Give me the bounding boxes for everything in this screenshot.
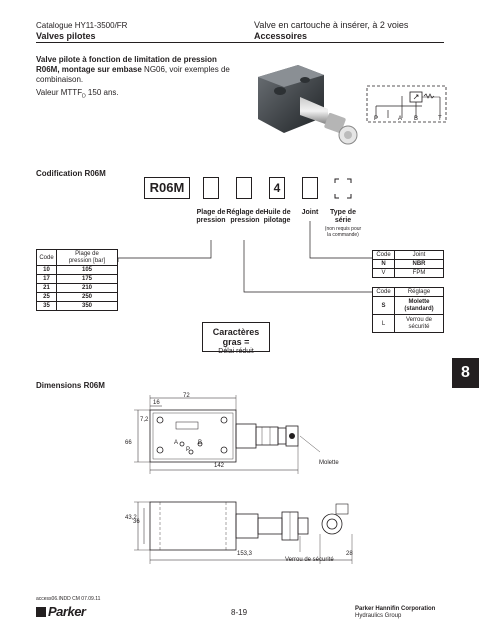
pressure-table-header-code: Code [37, 250, 57, 266]
table-cell: 175 [57, 275, 118, 284]
top-view-drawing [0, 390, 479, 480]
page-number: 8-19 [231, 608, 248, 617]
table-cell: 25 [37, 293, 57, 302]
table-cell: L [373, 315, 395, 333]
adjust-table-header-code: Code [373, 288, 395, 297]
group-name: Hydraulics Group [355, 613, 402, 619]
dim-16: 16 [153, 400, 160, 406]
table-cell: V [373, 269, 395, 278]
code-box-pilot-oil: 4 [269, 177, 285, 199]
table-cell: 250 [57, 293, 118, 302]
page-heading: Valve en cartouche à insérer, à 2 voies [254, 20, 409, 30]
seal-table-header-code: Code [373, 251, 395, 260]
section-title: Valves pilotes [36, 31, 96, 41]
dim-43-2: 43,2 [125, 515, 137, 521]
table-cell: FPM [395, 269, 444, 278]
dim-36: 36 [133, 519, 140, 525]
table-cell: Verrou de sécurité [395, 315, 444, 333]
table-cell: 105 [57, 266, 118, 275]
company-name: Parker Hannifin Corporation [355, 606, 436, 612]
document-reference: access06.INDD CM 07.09.11 [36, 596, 101, 602]
dim-72: 72 [183, 393, 190, 399]
section-tab: 8 [452, 358, 479, 388]
table-cell: S [373, 297, 395, 315]
port-p-label: P [186, 447, 191, 453]
intro-line-2: R06M, montage sur embase NG06, voir exemples de [36, 65, 230, 74]
bold-note-subtitle: Délai réduit [218, 348, 254, 355]
parker-logo-mark [36, 607, 46, 617]
col-label-pilot-oil: Huile de pilotage [263, 209, 291, 224]
port-a-label: A [174, 440, 179, 446]
label-molette: Molette [319, 460, 339, 466]
intro-line-3: combinaison. [36, 75, 84, 84]
intro-line-1: Valve pilote à fonction de limitation de pression [36, 55, 217, 64]
table-cell: Molette (standard) [395, 297, 444, 315]
dim-28: 28 [346, 551, 353, 557]
seal-table-header-seal: Joint [395, 251, 444, 260]
table-cell: 17 [37, 275, 57, 284]
table-cell: NBR [395, 260, 444, 269]
seal-table [372, 250, 444, 278]
bold-note-title: Caractères gras = [212, 327, 260, 347]
parker-logo: Parker [36, 604, 85, 619]
table-cell: 21 [37, 284, 57, 293]
col-label-seal: Joint [301, 209, 319, 216]
port-b-label: B [198, 440, 203, 446]
port-label-b: B [414, 116, 419, 122]
adjust-table-header-adjust: Réglage [395, 288, 444, 297]
model-code-box: R06M [144, 177, 190, 199]
table-cell: 350 [57, 302, 118, 311]
col-label-series: Type de série [330, 209, 356, 224]
codification-title: Codification R06M [36, 169, 106, 178]
page-subheading: Accessoires [254, 31, 308, 41]
port-label-p: P [374, 116, 379, 122]
bold-note-box [202, 322, 270, 355]
pressure-table-header-range: Plage de pression [bar] [57, 250, 118, 266]
table-cell: N [373, 260, 395, 269]
dim-66: 66 [125, 440, 132, 446]
mttf-value: Valeur $MTTF_D$ 150 ans. [36, 88, 119, 100]
table-cell: 210 [57, 284, 118, 293]
series-note: (non requis pour la commande) [324, 226, 362, 238]
dim-7-2: 7,2 [140, 417, 149, 423]
label-verrou: Verrou de sécurité [285, 557, 334, 563]
catalogue-number: Catalogue HY11-3500/FR [36, 21, 128, 30]
col-label-pressure-adjust: Réglage de pression [226, 209, 264, 224]
adjustment-table [372, 287, 444, 333]
port-label-a: A [398, 116, 403, 122]
table-cell: 10 [37, 266, 57, 275]
pressure-range-table [36, 249, 118, 311]
port-label-t: T [438, 116, 442, 122]
dim-153-3: 153,3 [237, 551, 253, 557]
dimensions-title: Dimensions R06M [36, 381, 105, 390]
col-label-pressure-range: Plage de pression [196, 209, 226, 224]
table-cell: 35 [37, 302, 57, 311]
dim-142: 142 [214, 463, 225, 469]
